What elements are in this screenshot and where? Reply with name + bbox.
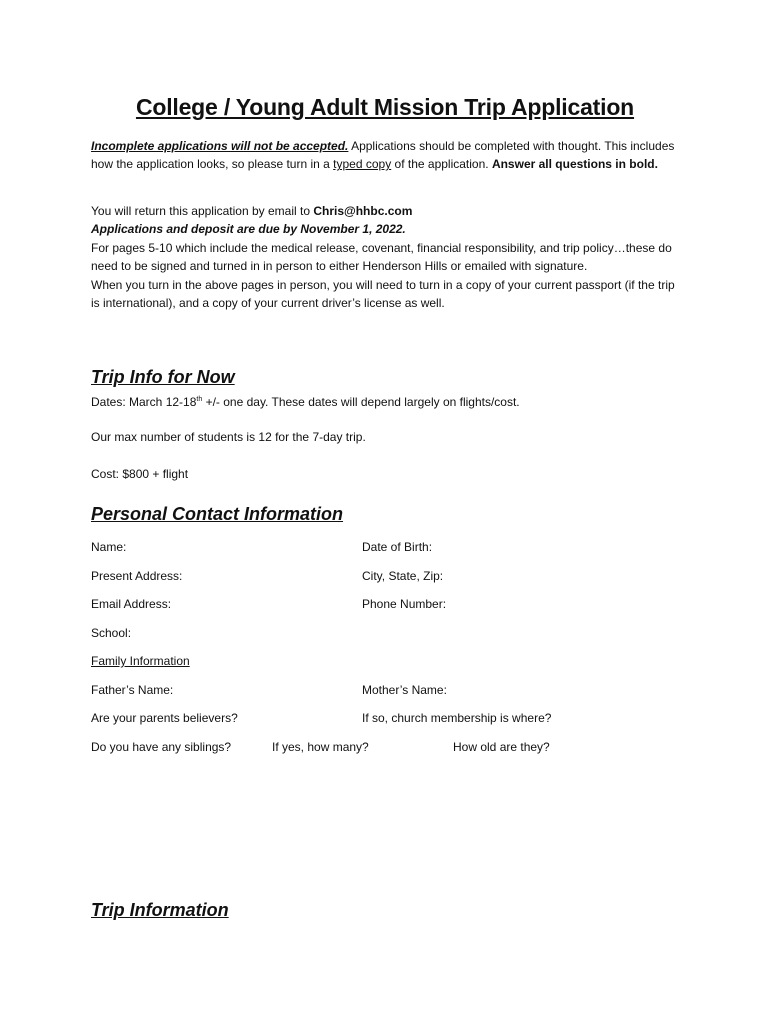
intro-paragraph <box>91 137 681 174</box>
max-students: Our max number of students is 12 for the 7-day trip. <box>91 430 366 444</box>
page-title: College / Young Adult Mission Trip Application <box>135 94 635 120</box>
trip-info-now-heading: Trip Info for Now <box>91 367 235 387</box>
passport-instructions: When you turn in the above pages in person, you will need to turn in a copy of your current passport (if the trip is international), and a copy of your current driver’s license as well. <box>91 277 675 311</box>
pages-instructions: For pages 5-10 which include the medical release, covenant, financial responsibility, and trip policy…these do need to be signed and turned in in person to either Henderson Hills or emailed with signature. <box>91 240 672 274</box>
dates-superscript: th <box>196 396 203 403</box>
city-state-zip-label: City, State, Zip: <box>362 569 444 583</box>
address-label: Present Address: <box>91 569 183 583</box>
contact-email: Chris@hhbc.com <box>313 204 413 218</box>
church-membership-label: If so, church membership is where? <box>362 711 552 725</box>
intro-text-2: of the application. <box>391 157 492 172</box>
trip-cost: Cost: $800 + flight <box>91 467 189 481</box>
dates-prefix: Dates: March 12-18 <box>91 395 197 409</box>
email-label: Email Address: <box>91 597 172 611</box>
personal-contact-heading: Personal Contact Information <box>91 504 344 524</box>
answer-bold-text: Answer all questions in bold. <box>491 157 658 172</box>
trip-information-heading: Trip Information <box>91 900 229 920</box>
name-label: Name: <box>91 540 127 554</box>
school-label: School: <box>91 626 132 640</box>
email-prefix: You will return this application by email to <box>91 204 314 218</box>
parents-believers-label: Are your parents believers? <box>91 711 238 725</box>
dates-suffix: +/- one day. These dates will depend largely on flights/cost. <box>202 395 520 409</box>
intro-text-1: Applications should be completed with thought. This includes how the application looks, so please turn in a <box>91 139 675 172</box>
how-old-label: How old are they? <box>453 740 550 754</box>
email-line <box>91 202 681 220</box>
due-date-line: Applications and deposit are due by November 1, 2022. <box>91 222 406 237</box>
mother-label: Mother’s Name: <box>362 683 447 697</box>
trip-dates <box>91 395 520 409</box>
incomplete-warning: Incomplete applications will not be accepted. <box>91 139 349 153</box>
siblings-label: Do you have any siblings? <box>91 740 232 754</box>
phone-label: Phone Number: <box>362 597 447 611</box>
father-label: Father’s Name: <box>91 683 174 697</box>
instructions-paragraph <box>91 202 681 312</box>
dob-label: Date of Birth: <box>362 540 433 554</box>
family-info-heading: Family Information <box>91 654 190 668</box>
how-many-label: If yes, how many? <box>272 740 369 754</box>
typed-copy-text: typed copy <box>333 157 392 172</box>
